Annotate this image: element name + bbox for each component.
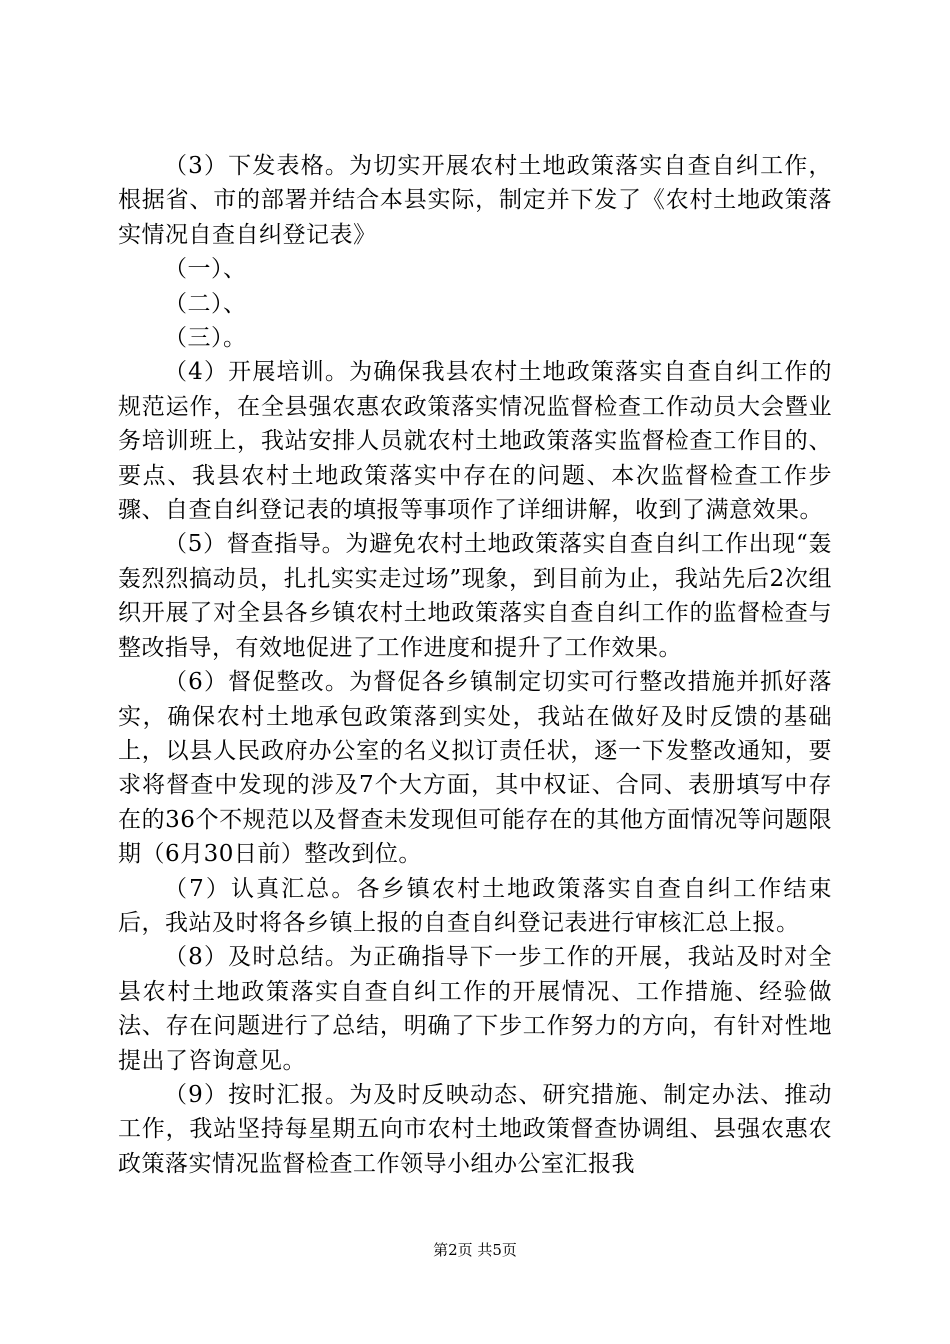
- paragraph-item-4-training: （4）开展培训。为确保我县农村土地政策落实自查自纠工作的规范运作，在全县强农惠农政策落实情况监督检查工作动员大会暨业务培训班上，我站安排人员就农村土地政策落实监督检查工作目的、要点、我县农村土地政策落实中存在的问题、本次监督检查工作步骤、自查自纠登记表的填报等事项作了详细讲解，收到了满意效果。: [118, 359, 832, 524]
- document-body: [118, 149, 832, 1181]
- paragraph-sub-item-3: （三）。: [164, 325, 247, 352]
- paragraph-item-7-summary: （7）认真汇总。各乡镇农村土地政策落实自查自纠工作结束后，我站及时将各乡镇上报的自查自纠登记表进行审核汇总上报。: [118, 875, 832, 936]
- paragraph-item-9-reporting: （9）按时汇报。为及时反映动态、研究措施、制定办法、推动工作，我站坚持每星期五向市农村土地政策督查协调组、县强农惠农政策落实情况监督检查工作领导小组办公室汇报我: [118, 1081, 832, 1177]
- page-number-footer: 第2页 共5页: [433, 1241, 517, 1259]
- paragraph-sub-item-1: （一）、: [164, 256, 247, 283]
- paragraph-item-5-supervision: （5）督查指导。为避免农村土地政策落实自查自纠工作出现“轰轰烈烈搞动员，扎扎实实走过场”现象，到目前为止，我站先后2次组织开展了对全县各乡镇农村土地政策落实自查自纠工作的监督检查与整改指导，有效地促进了工作进度和提升了工作效果。: [118, 531, 832, 661]
- paragraph-item-6-rectification: （6）督促整改。为督促各乡镇制定切实可行整改措施并抓好落实，确保农村土地承包政策落到实处，我站在做好及时反馈的基础上，以县人民政府办公室的名义拟订责任状，逐一下发整改通知，要求将督查中发现的涉及7个大方面，其中权证、合同、表册填写中存在的36个不规范以及督查未发现但可能存在的其他方面情况等问题限期（6月30日前）整改到位。: [118, 669, 832, 868]
- paragraph-item-3-distribute-forms: （3）下发表格。为切实开展农村土地政策落实自查自纠工作，根据省、市的部署并结合本县实际，制定并下发了《农村土地政策落实情况自查自纠登记表》: [118, 153, 832, 248]
- paragraph-item-8-conclusion: （8）及时总结。为正确指导下一步工作的开展，我站及时对全县农村土地政策落实自查自纠工作的开展情况、工作措施、经验做法、存在问题进行了总结，明确了下步工作努力的方向，有针对性地提出了咨询意见。: [118, 944, 832, 1074]
- paragraph-sub-item-2: （二）、: [164, 290, 247, 317]
